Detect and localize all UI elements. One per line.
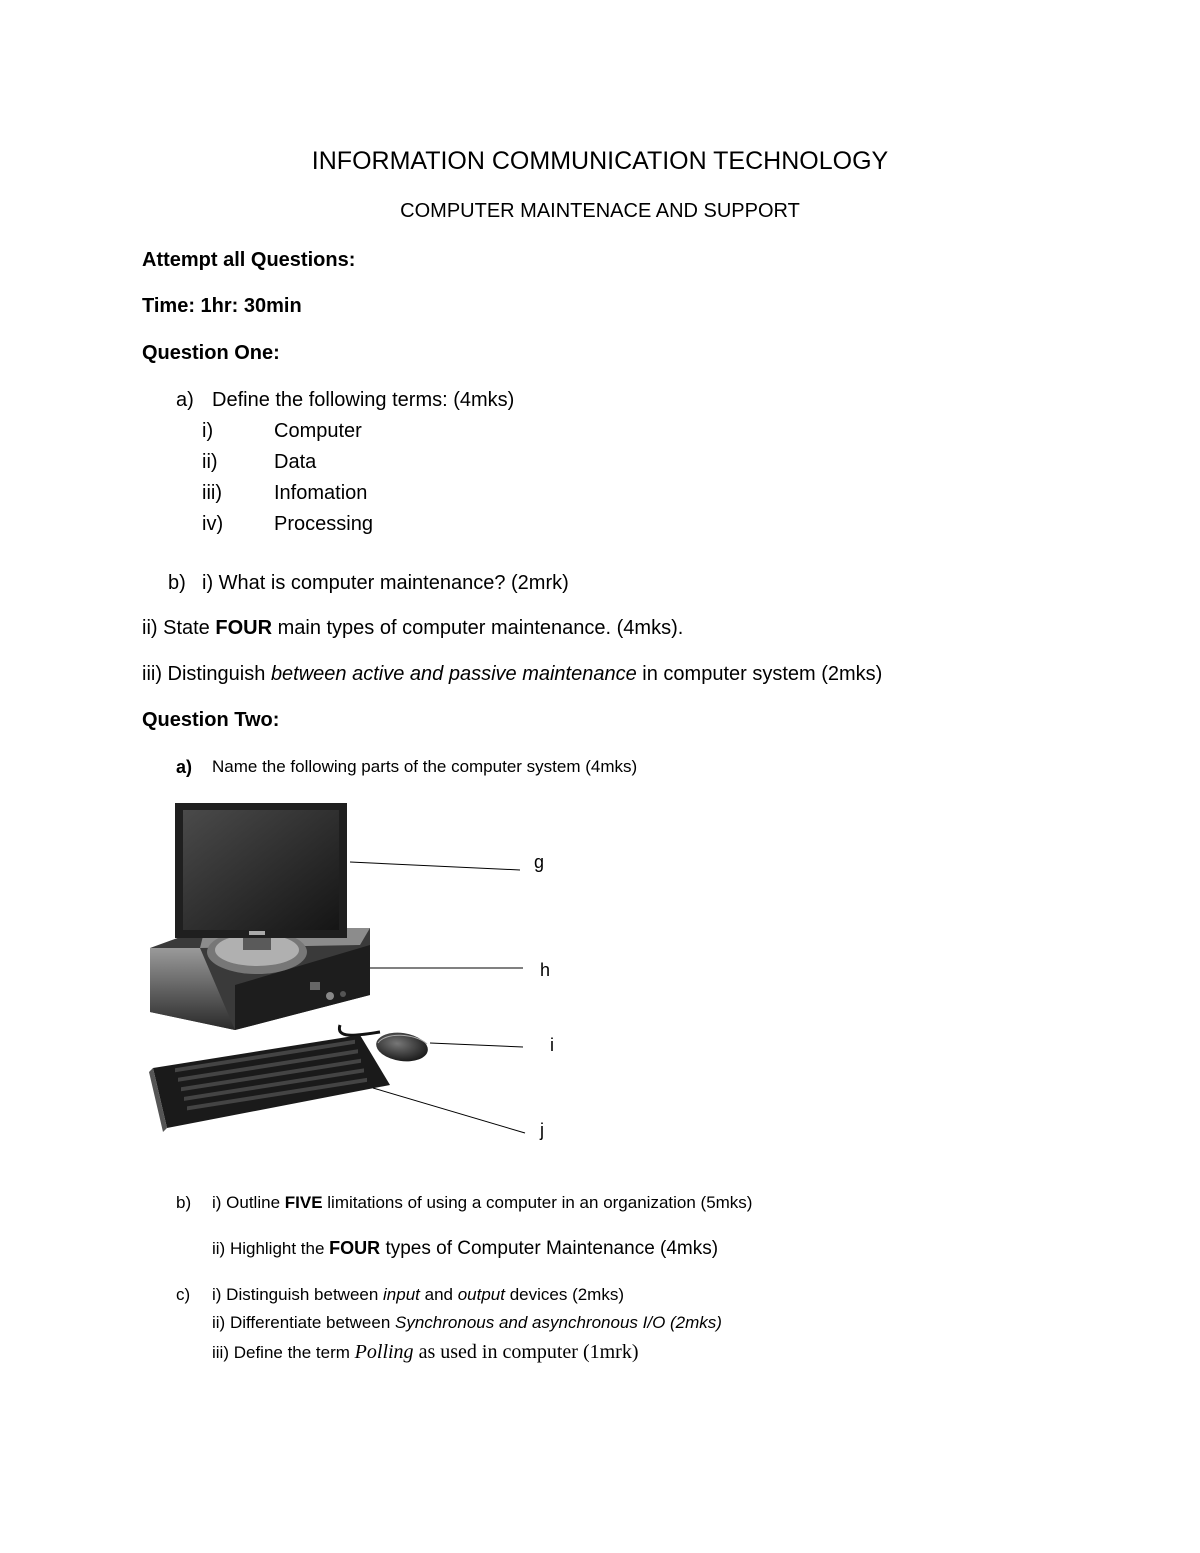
term-text: Computer: [274, 420, 362, 442]
label-h: h: [540, 960, 551, 980]
q2-b-marker: b): [176, 1193, 192, 1212]
q1-b-iii: iii) Distinguish between active and passive maintenance in computer system (2mks): [142, 663, 883, 685]
computer-system-illustration: [145, 800, 565, 1145]
callout-line-g: [350, 862, 520, 870]
term-text: Processing: [274, 513, 373, 535]
page-title: INFORMATION COMMUNICATION TECHNOLOGY: [311, 147, 889, 175]
q1-b-ii: ii) State FOUR main types of computer maintenance. (4mks).: [142, 617, 684, 639]
q1-a-marker: a): [176, 389, 194, 411]
label-g: g: [534, 852, 545, 872]
callout-line-j: [373, 1088, 525, 1133]
callout-line-i: [430, 1043, 523, 1047]
term-number: i): [202, 420, 214, 442]
label-j: j: [540, 1120, 544, 1140]
term-number: ii): [202, 451, 218, 473]
page-subtitle: COMPUTER MAINTENACE AND SUPPORT: [400, 200, 800, 222]
term-number: iv): [202, 513, 224, 535]
term-text: Data: [274, 451, 317, 473]
q2-c-ii: ii) Differentiate between Synchronous and asynchronous I/O (2mks): [212, 1313, 722, 1332]
instructions: Attempt all Questions:: [142, 249, 356, 271]
term-text: Infomation: [274, 482, 368, 504]
q1-b-marker: b): [168, 572, 186, 594]
label-i: i: [550, 1035, 554, 1055]
q2-b-i: i) Outline FIVE limitations of using a computer in an organization (5mks): [212, 1193, 753, 1212]
question-two-heading: Question Two:: [142, 709, 280, 731]
mouse: [374, 1030, 429, 1065]
q2-c-marker: c): [176, 1285, 191, 1304]
q2-b-ii: ii) Highlight the FOUR types of Computer Maintenance (4mks): [212, 1238, 719, 1259]
term-number: iii): [202, 482, 222, 504]
q2-c-i: i) Distinguish between input and output devices (2mks): [212, 1285, 625, 1304]
q2-a-marker: a): [176, 757, 193, 777]
q2-a-text: Name the following parts of the computer system (4mks): [212, 757, 638, 776]
question-one-heading: Question One:: [142, 342, 280, 364]
q1-a-text: Define the following terms: (4mks): [212, 389, 515, 411]
q1-b-i: i) What is computer maintenance? (2mrk): [202, 572, 569, 594]
q2-c-iii: iii) Define the term Polling as used in computer (1mrk): [212, 1341, 639, 1363]
keyboard: [149, 1035, 390, 1132]
time-allowed: Time: 1hr: 30min: [142, 295, 302, 317]
